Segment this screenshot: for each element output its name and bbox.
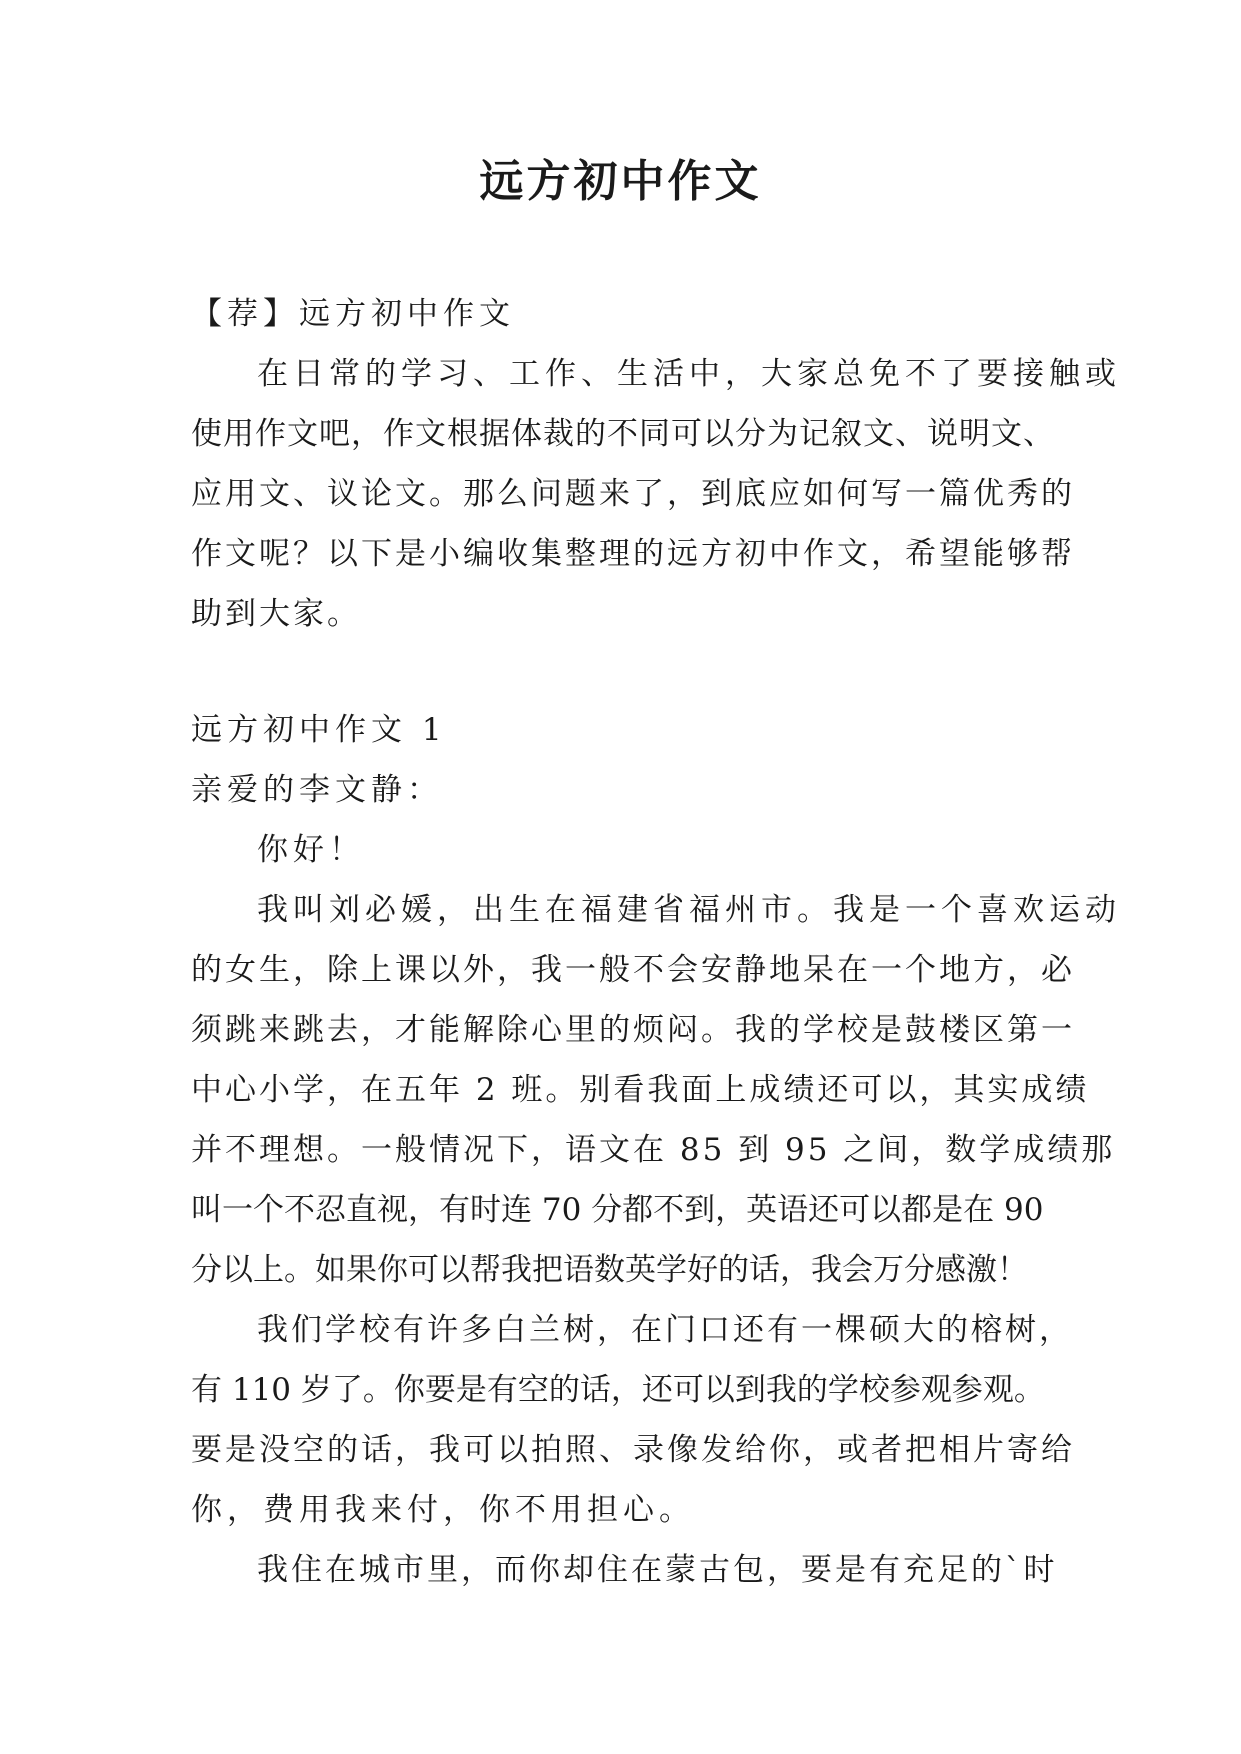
paragraph-line: 要是没空的话，我可以拍照、录像发给你，或者把相片寄给 bbox=[191, 1432, 1075, 1468]
paragraph-line: 在日常的学习、工作、生活中，大家总免不了要接触或 bbox=[257, 356, 1121, 392]
greeting-line: 你好！ bbox=[257, 832, 365, 868]
paragraph-line: 作文呢？以下是小编收集整理的远方初中作文，希望能够帮 bbox=[191, 536, 1075, 572]
subtitle-line: 【荐】远方初中作文 bbox=[191, 296, 515, 332]
document-body bbox=[191, 284, 1121, 1600]
section-heading: 远方初中作文 1 bbox=[191, 712, 447, 748]
paragraph-line: 使用作文吧，作文根据体裁的不同可以分为记叙文、说明文、 bbox=[191, 416, 1055, 452]
paragraph-line: 我叫刘必媛，出生在福建省福州市。我是一个喜欢运动 bbox=[257, 892, 1121, 928]
paragraph-line: 的女生，除上课以外，我一般不会安静地呆在一个地方，必 bbox=[191, 952, 1075, 988]
paragraph-gap bbox=[191, 644, 1071, 700]
paragraph-line: 助到大家。 bbox=[191, 596, 361, 632]
paragraph-line: 应用文、议论文。那么问题来了，到底应如何写一篇优秀的 bbox=[191, 476, 1075, 512]
paragraph-line: 叫一个不忍直视，有时连 70 分都不到，英语还可以都是在 90 bbox=[191, 1192, 1044, 1228]
paragraph-line: 并不理想。一般情况下，语文在 85 到 95 之间，数学成绩那 bbox=[191, 1132, 1116, 1168]
paragraph-line: 须跳来跳去，才能解除心里的烦闷。我的学校是鼓楼区第一 bbox=[191, 1012, 1075, 1048]
page-title: 远方初中作文 bbox=[479, 156, 762, 207]
paragraph-line: 我们学校有许多白兰树，在门口还有一棵硕大的榕树， bbox=[257, 1312, 1073, 1348]
paragraph-line: 我住在城市里，而你却住在蒙古包，要是有充足的`时 bbox=[257, 1552, 1058, 1588]
paragraph-line: 分以上。如果你可以帮我把语数英学好的话，我会万分感激！ bbox=[191, 1252, 1028, 1288]
paragraph-line: 中心小学，在五年 2 班。别看我面上成绩还可以，其实成绩 bbox=[191, 1072, 1090, 1108]
paragraph-line: 有 110 岁了。你要是有空的话，还可以到我的学校参观参观。 bbox=[191, 1372, 1045, 1408]
salutation-line: 亲爱的李文静： bbox=[191, 772, 443, 808]
paragraph-line: 你，费用我来付，你不用担心。 bbox=[191, 1492, 695, 1528]
